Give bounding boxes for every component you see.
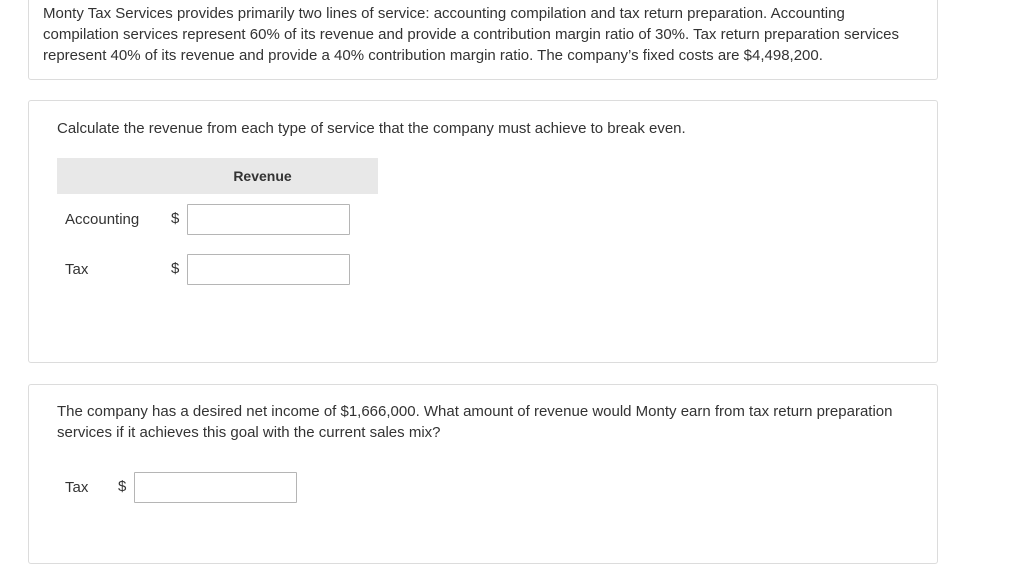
tax-row-label: Tax (65, 261, 89, 278)
accounting-revenue-input[interactable] (187, 204, 350, 235)
tax-target-row-label: Tax (65, 479, 89, 496)
question-1-prompt: Calculate the revenue from each type of service that the company must achieve to break even. (57, 120, 686, 137)
tax-revenue-input[interactable] (187, 254, 350, 285)
accounting-currency-symbol: $ (171, 210, 180, 227)
problem-statement: Monty Tax Services provides primarily two lines of service: accounting compilation and tax return preparation. Accounting compilation services represent 60% of its revenue and provide a contribution margin ratio of 30%. Tax return preparation services represent 40% of its revenue and provide a 40% contribution margin ratio. The company’s fixed costs are $4,498,200. (43, 5, 900, 64)
revenue-column-header: Revenue (57, 158, 378, 194)
question-1-card (28, 100, 938, 363)
tax-target-currency-symbol: $ (118, 478, 127, 495)
accounting-row-label: Accounting (65, 211, 140, 228)
question-2-prompt: The company has a desired net income of $1,666,000. What amount of revenue would Monty earn from tax return preparation services if it achieves this goal with the current sales mix? (57, 403, 893, 441)
problem-card (28, 0, 938, 80)
tax-target-revenue-input[interactable] (134, 472, 297, 503)
question-2-card (28, 384, 938, 564)
tax-currency-symbol: $ (171, 260, 180, 277)
